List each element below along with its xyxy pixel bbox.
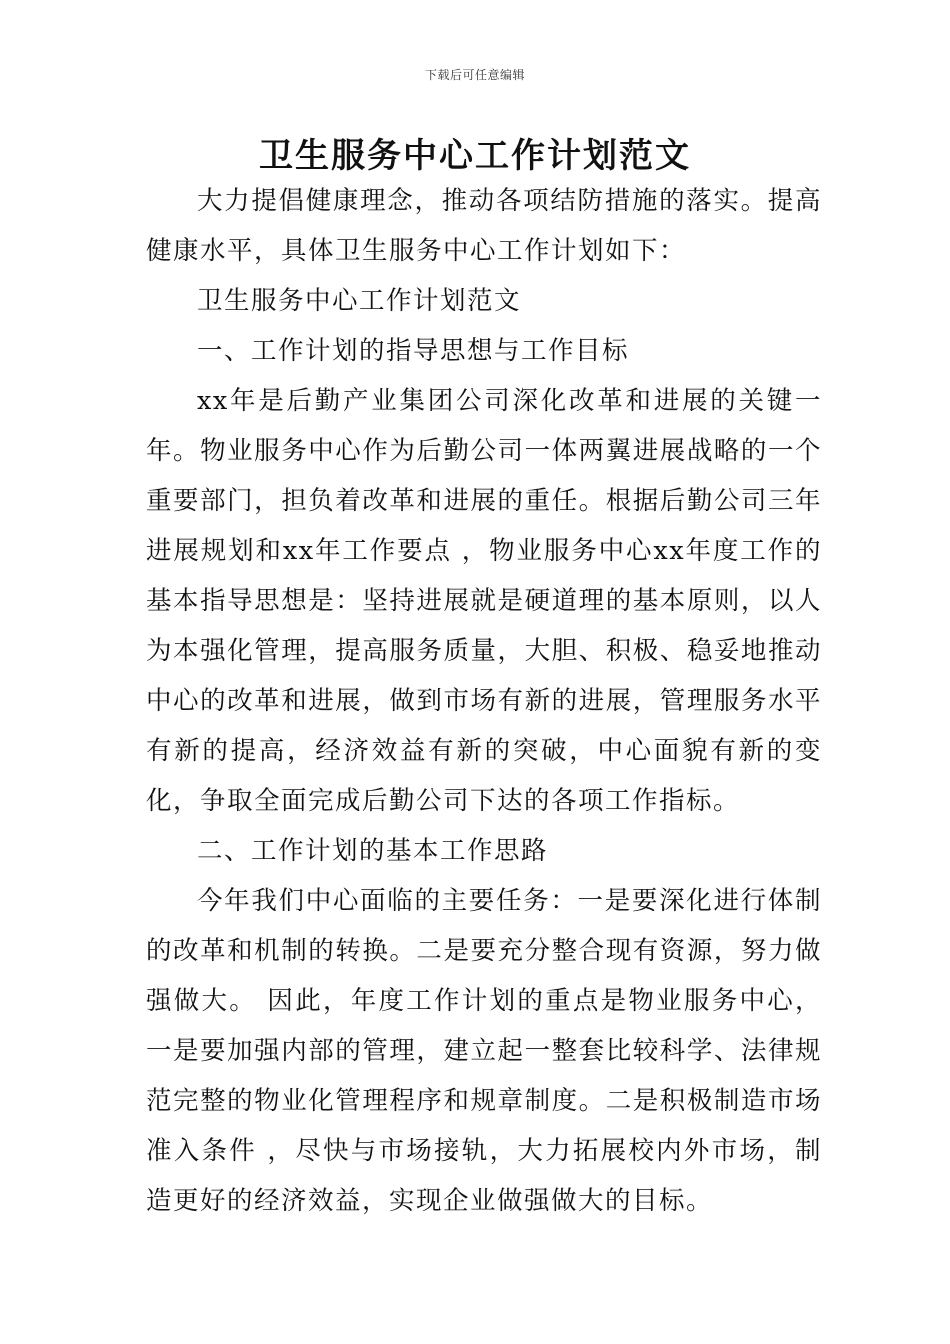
paragraph-section-2: 今年我们中心面临的主要任务：一是要深化进行体制的改革和机制的转换。二是要充分整合现有资源，努力做强做大。 因此，年度工作计划的重点是物业服务中心，一是要加强内部的管理，建立起一整套比较科学、法律规范完整的物业化管理程序和规章制度。二是积极制造市场准入条件 ，尽快与市场接轨，大力拓展校内外市场，制造更好的经济效益，实现企业做强做大的目标。 xyxy=(146,886,822,1216)
paragraph-section-1: xx年是后勤产业集团公司深化改革和进展的关键一年。物业服务中心作为后勤公司一体两翼进展战略的一个重要部门，担负着改革和进展的重任。根据后勤公司三年进展规划和xx年工作要点 ，物业服务中心xx年度工作的基本指导思想是：坚持进展就是硬道理的基本原则，以人为本强化管理，提高服务质量，大胆、积极、稳妥地推动中心的改革和进展，做到市场有新的进展，管理服务水平有新的提高，经济效益有新的突破，中心面貌有新的变化，争取全面完成后勤公司下达的各项工作指标。 xyxy=(146,386,822,816)
document-title: 卫生服务中心工作计划范文 xyxy=(259,136,691,176)
header-note: 下载后可任意编辑 xyxy=(424,68,525,82)
paragraph-subtitle: 卫生服务中心工作计划范文 xyxy=(197,286,522,316)
section-heading-1: 一、工作计划的指导思想与工作目标 xyxy=(197,336,630,366)
section-heading-2: 二、工作计划的基本工作思路 xyxy=(197,836,549,866)
paragraph-intro: 大力提倡健康理念，推动各项结防措施的落实。提高健康水平，具体卫生服务中心工作计划如下： xyxy=(146,186,822,266)
document-body xyxy=(146,176,822,1226)
